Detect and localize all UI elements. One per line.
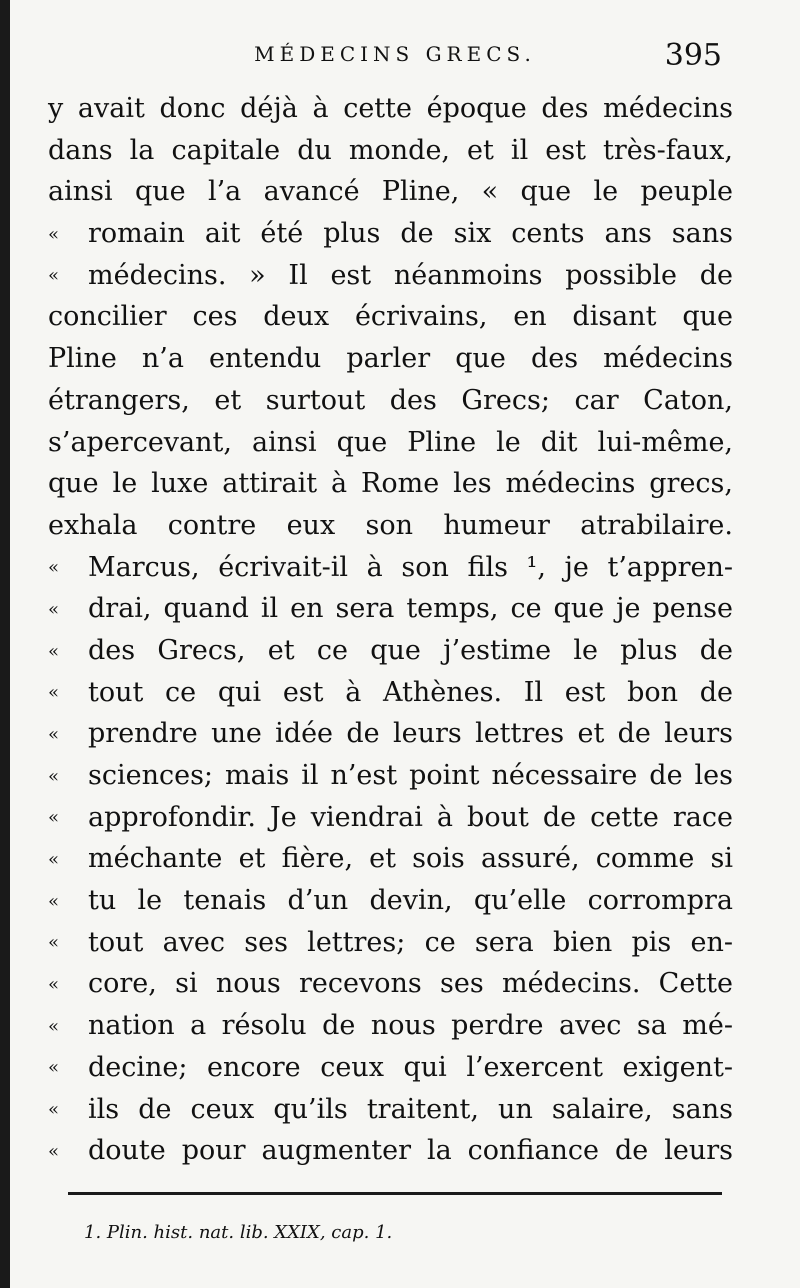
line-text: decine; encore ceux qui l’exercent exigent- [88,1051,733,1083]
quote-mark: « [48,640,60,662]
text-line [48,672,733,714]
quote-mark: « [48,223,60,245]
text-line [48,588,733,630]
text-line [48,88,733,130]
line-text: s’apercevant, ainsi que Pline le dit lui-même, [48,426,733,458]
text-line [48,922,733,964]
quote-mark: « [48,598,60,620]
quote-mark: « [48,932,60,954]
text-line [48,1005,733,1047]
line-text: Marcus, écrivait-il à son fils ¹, je t’appren- [88,551,733,583]
text-line [48,713,733,755]
text-line [48,422,733,464]
text-line [48,213,733,255]
line-text: exhala contre eux son humeur atrabilaire. [48,509,733,541]
text-line [48,880,733,922]
line-text: approfondir. Je viendrai à bout de cette race [88,801,733,833]
line-text: étrangers, et surtout des Grecs; car Caton, [48,384,733,416]
text-line [48,171,733,213]
text-line [48,296,733,338]
quote-mark: « [48,890,60,912]
line-text: tu le tenais d’un devin, qu’elle corrompra [88,885,733,917]
text-line [48,963,733,1005]
footnote-rule [68,1192,722,1195]
line-text: des Grecs, et ce que j’estime le plus de [88,634,733,666]
quote-mark: « [48,557,60,579]
text-line [48,797,733,839]
line-text: romain ait été plus de six cents ans sans [88,218,733,250]
quote-mark: « [48,723,60,745]
text-line [48,630,733,672]
line-text: Pline n’a entendu parler que des médecins [48,343,733,375]
line-text: nation a résolu de nous perdre avec sa mé- [88,1010,733,1042]
text-line [48,505,733,547]
line-text: ils de ceux qu’ils traitent, un salaire, sans [88,1093,733,1125]
line-text: tout avec ses lettres; ce sera bien pis en- [88,926,733,958]
quote-mark: « [48,1057,60,1079]
text-line [48,755,733,797]
text-line [48,1089,733,1131]
line-text: core, si nous recevons ses médecins. Cette [88,968,733,1000]
line-text: méchante et fière, et sois assuré, comme si [88,843,733,875]
quote-mark: « [48,1140,60,1162]
text-line [48,338,733,380]
line-text: doute pour augmenter la confiance de leurs [88,1135,733,1167]
text-line [48,255,733,297]
text-line [48,1047,733,1089]
line-text: médecins. » Il est néanmoins possible de [88,259,733,291]
text-line [48,838,733,880]
text-line [48,547,733,589]
line-text: que le luxe attirait à Rome les médecins grecs, [48,468,733,500]
quote-mark: « [48,682,60,704]
body-text [48,88,733,1172]
line-text: ainsi que l’a avancé Pline, « que le peuple [48,176,733,208]
quote-mark: « [48,974,60,996]
quote-mark: « [48,1099,60,1121]
line-text: tout ce qui est à Athènes. Il est bon de [88,676,733,708]
quote-mark: « [48,765,60,787]
text-line [48,1130,733,1172]
text-line [48,130,733,172]
quote-mark: « [48,849,60,871]
line-text: y avait donc déjà à cette époque des médecins [48,93,733,124]
line-text: sciences; mais il n’est point nécessaire de les [88,760,733,791]
text-line [48,463,733,505]
page-number: 395 [664,38,722,73]
page-header [10,38,800,78]
line-text: drai, quand il en sera temps, ce que je pense [88,593,733,625]
quote-mark: « [48,1015,60,1037]
footnote: 1. Plin. hist. nat. lib. XXIX, cap. 1. [84,1222,393,1243]
line-text: concilier ces deux écrivains, en disant que [48,301,733,333]
line-text: dans la capitale du monde, et il est très-faux, [48,134,733,166]
text-line [48,380,733,422]
line-text: prendre une idée de leurs lettres et de leurs [88,718,733,750]
quote-mark: « [48,265,60,287]
running-title: MÉDECINS GRECS. [254,42,536,66]
quote-mark: « [48,807,60,829]
